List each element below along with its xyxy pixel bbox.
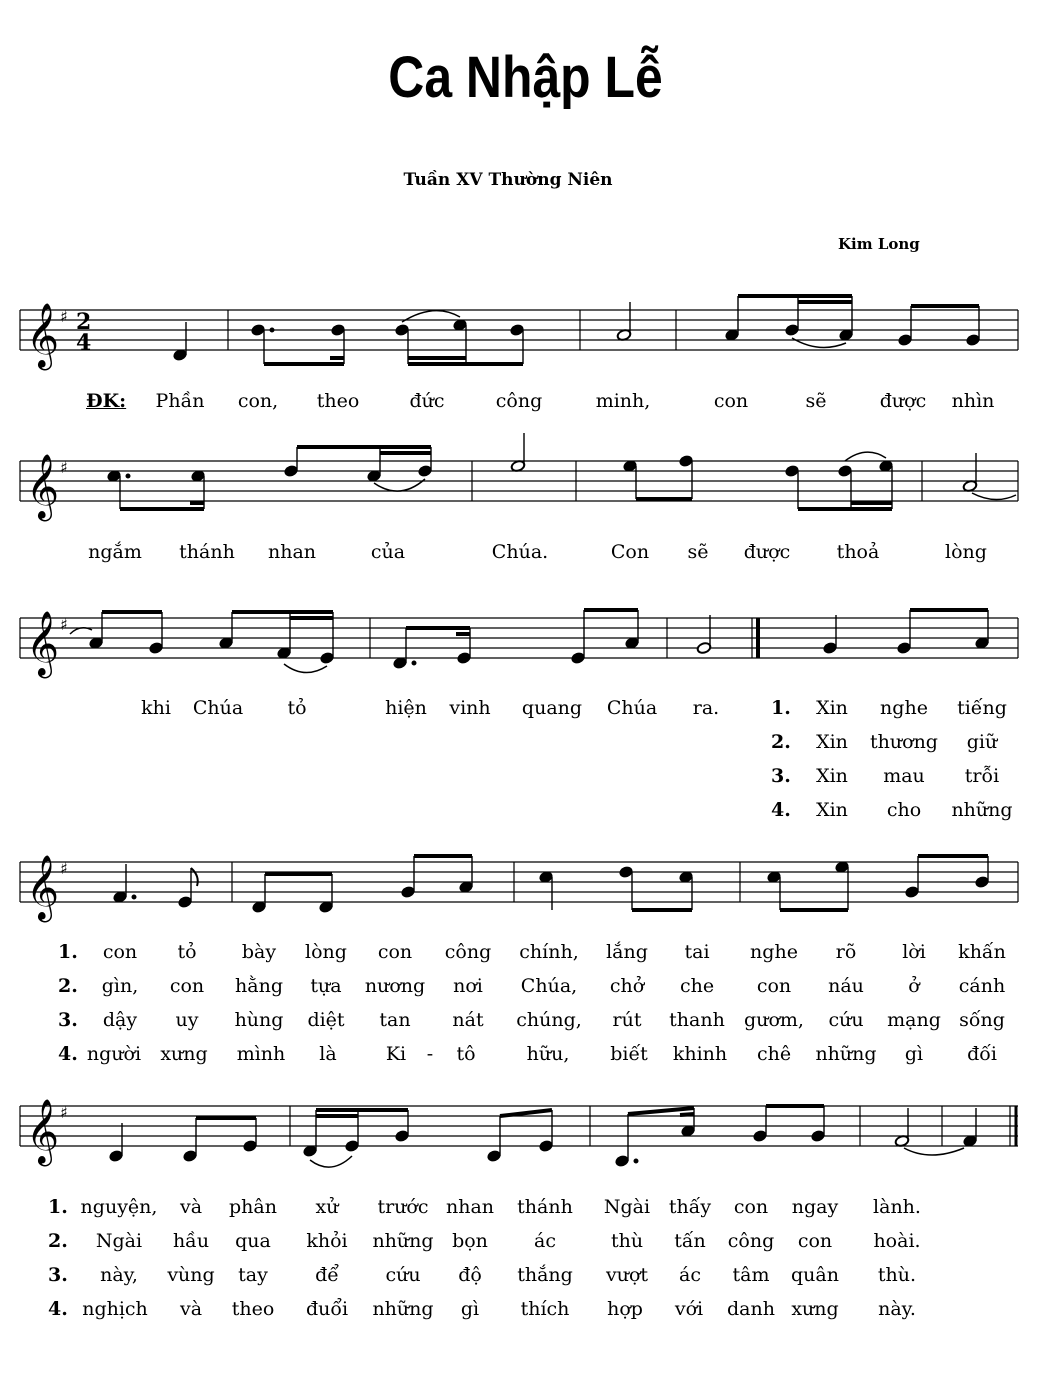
lyric-word: ngắm [88, 541, 142, 563]
sharp-icon: ♯ [60, 307, 68, 326]
lyric-word: những [951, 799, 1013, 821]
verse-number: 3. [58, 1009, 78, 1031]
lyric-word: Xin [816, 799, 848, 821]
lyric-word: và [179, 1298, 203, 1320]
lyric-word: tấn [674, 1230, 706, 1252]
lyric-word: náu [828, 975, 864, 997]
lyric-word: khỏi [306, 1230, 348, 1252]
lyric-word: hiện [385, 697, 427, 719]
lyric-word: sống [959, 1009, 1005, 1031]
lyric-word: Chúa [606, 697, 658, 719]
lyric-word: chở [609, 975, 645, 997]
lyric-word: tan [379, 1009, 411, 1031]
lyric-word: che [679, 975, 715, 997]
lyric-word: quân [791, 1264, 839, 1286]
lyric-word: quang [521, 697, 583, 719]
verse-number: 3. [48, 1264, 68, 1286]
lyric-word: được [743, 541, 791, 563]
verse-number: 2. [58, 975, 78, 997]
verse-number: 1. [771, 697, 791, 719]
lyric-word: theo [316, 390, 360, 412]
lyric-word: Ki [385, 1043, 407, 1065]
lyric-word: Chúa [192, 697, 244, 719]
lyric-word: Xin [816, 765, 848, 787]
lyric-word: ra. [692, 697, 720, 719]
lyric-word: thù. [877, 1264, 917, 1286]
lyric-word: và [179, 1196, 203, 1218]
lyric-word: thù [610, 1230, 644, 1252]
lyric-word: thắng [517, 1264, 573, 1286]
lyric-word: hùng [234, 1009, 284, 1031]
lyric-word: sẽ [805, 390, 827, 412]
lyric-word: tô [456, 1043, 476, 1065]
lyric-word: sẽ [687, 541, 709, 563]
lyric-word: nương [364, 975, 426, 997]
lyric-word: con [169, 975, 205, 997]
music-staff-5 [0, 1096, 1051, 1176]
lyric-word: công [495, 390, 543, 412]
lyric-word: nát [452, 1009, 484, 1031]
lyric-word: hoài. [873, 1230, 921, 1252]
lyric-word: đức [409, 390, 445, 412]
lyric-word: thấy [668, 1196, 712, 1218]
lyric-word: hầu [172, 1230, 210, 1252]
lyric-word: nơi [453, 975, 483, 997]
music-staff-4 [0, 852, 1051, 932]
lyric-word: gìn, [101, 975, 139, 997]
lyric-word: thương [870, 731, 938, 753]
lyric-word: cánh [958, 975, 1006, 997]
lyric-word: thanh [669, 1009, 725, 1031]
lyric-word: ở [908, 975, 920, 997]
lyric-word: tai [684, 941, 710, 963]
time-sig-bottom: 4 [76, 330, 92, 356]
lyric-word: của [370, 541, 406, 563]
treble-clef-icon: 𝄞 [26, 303, 60, 368]
verse-number: 3. [771, 765, 791, 787]
lyric-word: Con [610, 541, 650, 563]
lyric-word: gươm, [744, 1009, 804, 1031]
lyric-word: giữ [966, 731, 998, 753]
lyric-word: hợp [607, 1298, 643, 1320]
time-sig-top: 2 [76, 309, 92, 335]
lyric-word: gì [460, 1298, 480, 1320]
lyric-word: nghe [750, 941, 798, 963]
lyric-word: Chúa, [520, 975, 578, 997]
lyric-word: chúng, [516, 1009, 582, 1031]
lyric-word: trỗi [964, 765, 1000, 787]
lyric-word: bày [241, 941, 277, 963]
lyric-word: con [102, 941, 138, 963]
verse-number: 1. [58, 941, 78, 963]
lyric-word: danh [727, 1298, 775, 1320]
lyric-word: rút [612, 1009, 642, 1031]
verse-number: 4. [48, 1298, 68, 1320]
lyric-word: đuổi [305, 1298, 349, 1320]
lyric-word: mạng [887, 1009, 941, 1031]
lyric-word: con [377, 941, 413, 963]
lyric-word: với [674, 1298, 704, 1320]
lyric-word: lắng [606, 941, 648, 963]
lyric-word: vùng [167, 1264, 215, 1286]
lyric-word: Ngài [95, 1230, 143, 1252]
lyric-word: biết [610, 1043, 648, 1065]
lyric-word: nhan [267, 541, 317, 563]
sharp-icon: ♯ [60, 1103, 68, 1122]
lyric-word: thánh [517, 1196, 573, 1218]
lyric-word: Xin [816, 731, 848, 753]
lyric-word: theo [231, 1298, 275, 1320]
lyric-word: người [86, 1043, 142, 1065]
song-subtitle: Tuần XV Thường Niên [403, 170, 613, 190]
lyric-word: rõ [835, 941, 857, 963]
lyric-word: vượt [605, 1264, 649, 1286]
lyric-word: qua [235, 1230, 271, 1252]
treble-clef-icon: 𝄞 [26, 611, 60, 676]
lyric-word: mau [883, 765, 925, 787]
treble-clef-icon: 𝄞 [26, 1099, 60, 1164]
lyric-word: trước [377, 1196, 429, 1218]
lyric-word: thoả [836, 541, 880, 563]
lyric-word: tiếng [957, 697, 1007, 719]
lyric-word: độ [458, 1264, 482, 1286]
lyric-word: - [426, 1043, 434, 1065]
lyric-word: nhan [445, 1196, 495, 1218]
lyric-word: chê [756, 1043, 792, 1065]
lyric-word: phân [229, 1196, 277, 1218]
lyric-word: chính, [519, 941, 579, 963]
lyric-word: tựa [310, 975, 342, 997]
lyric-word: tay [238, 1264, 268, 1286]
lyric-word: tỏ [177, 941, 197, 963]
lyric-word: cứu [828, 1009, 864, 1031]
lyric-word: mình [236, 1043, 286, 1065]
lyric-word: Xin [816, 697, 848, 719]
lyric-word: diệt [307, 1009, 345, 1031]
composer-name: Kim Long [838, 235, 920, 253]
lyric-word: ngay [791, 1196, 839, 1218]
lyric-word: ác [679, 1264, 701, 1286]
lyric-word: nguyện, [80, 1196, 158, 1218]
verse-number: 4. [771, 799, 791, 821]
lyric-word: để [315, 1264, 339, 1286]
lyric-word: hữu, [526, 1043, 570, 1065]
lyric-word: là [319, 1043, 337, 1065]
lyric-word: con [713, 390, 749, 412]
lyric-word: Phần [155, 390, 205, 412]
verse-number: 4. [58, 1043, 78, 1065]
lyric-word: con [756, 975, 792, 997]
treble-clef-icon: 𝄞 [26, 855, 60, 920]
verse-number: 1. [48, 1196, 68, 1218]
lyric-word: gì [904, 1043, 924, 1065]
lyric-word: đối [967, 1043, 997, 1065]
lyric-word: lành. [873, 1196, 921, 1218]
lyric-word: uy [175, 1009, 199, 1031]
lyric-word: tâm [732, 1264, 770, 1286]
sharp-icon: ♯ [60, 458, 68, 477]
lyric-word: cho [886, 799, 922, 821]
lyric-word: này. [878, 1298, 916, 1320]
lyric-word: xử [315, 1196, 339, 1218]
sharp-icon: ♯ [60, 859, 68, 878]
lyric-word: khấn [958, 941, 1006, 963]
lyric-word: minh, [595, 390, 651, 412]
lyric-word: cứu [385, 1264, 421, 1286]
song-title: Ca Nhập Lễ [388, 45, 663, 110]
lyric-word: nghe [880, 697, 928, 719]
lyric-word: lòng [945, 541, 987, 563]
lyric-word: những [372, 1230, 434, 1252]
lyric-word: con [733, 1196, 769, 1218]
lyric-word: những [815, 1043, 877, 1065]
lyric-word: ác [534, 1230, 556, 1252]
lyric-word: xưng [791, 1298, 839, 1320]
lyric-word: khinh [672, 1043, 728, 1065]
lyric-word: thích [520, 1298, 570, 1320]
lyric-word: công [444, 941, 492, 963]
lyric-word: hằng [235, 975, 283, 997]
lyric-word: lời [902, 941, 926, 963]
music-staff-2 [0, 451, 1051, 531]
lyric-word: nhìn [951, 390, 995, 412]
verse-number: 2. [48, 1230, 68, 1252]
music-staff-1 [0, 300, 1051, 380]
treble-clef-icon: 𝄞 [26, 454, 60, 519]
refrain-label: ĐK: [86, 390, 127, 412]
lyric-word: bọn [452, 1230, 488, 1252]
lyric-word: con, [237, 390, 279, 412]
lyric-word: xưng [160, 1043, 208, 1065]
lyric-word: dậy [102, 1009, 138, 1031]
sharp-icon: ♯ [60, 615, 68, 634]
lyric-word: vinh [449, 697, 491, 719]
lyric-word: Ngài [603, 1196, 651, 1218]
lyric-word: này, [100, 1264, 138, 1286]
lyric-word: được [879, 390, 927, 412]
lyric-word: lòng [305, 941, 347, 963]
music-staff-3 [0, 608, 1051, 688]
lyric-word: Chúa. [491, 541, 549, 563]
lyric-word: những [372, 1298, 434, 1320]
lyric-word: nghịch [82, 1298, 148, 1320]
lyric-word: thánh [179, 541, 235, 563]
lyric-word: công [727, 1230, 775, 1252]
lyric-word: khi [141, 697, 171, 719]
lyric-word: tỏ [287, 697, 307, 719]
verse-number: 2. [771, 731, 791, 753]
lyric-word: con [797, 1230, 833, 1252]
